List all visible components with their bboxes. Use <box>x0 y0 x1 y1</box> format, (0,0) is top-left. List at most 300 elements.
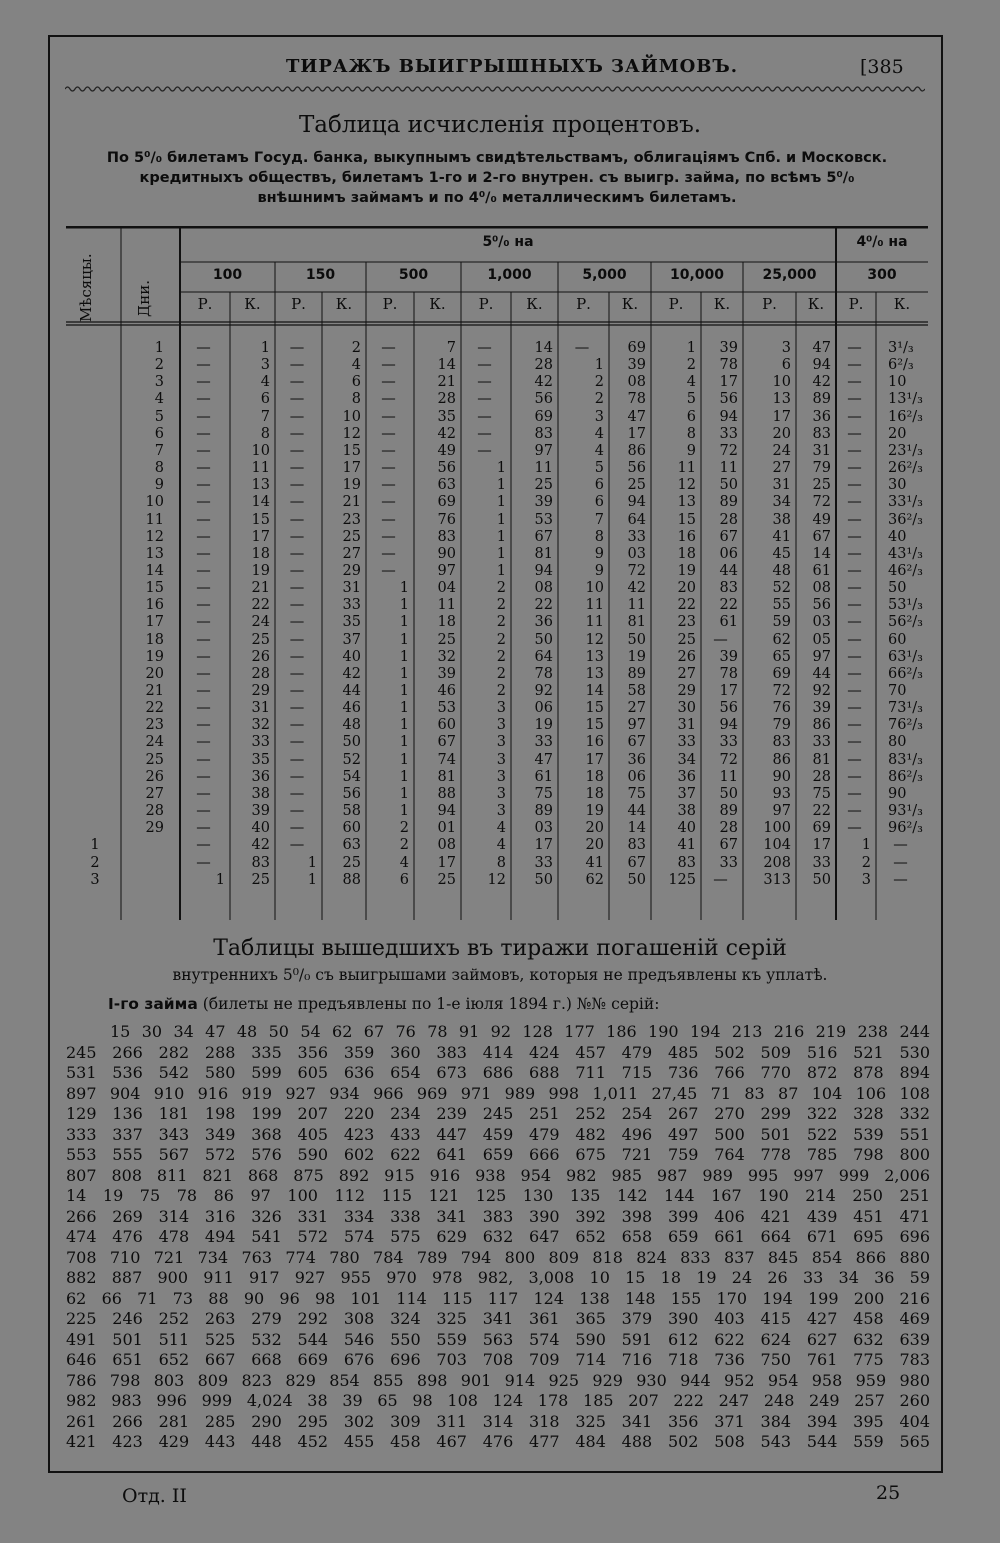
rubles-cell: 8 <box>496 855 506 871</box>
rubles-cell: 1 <box>399 803 409 819</box>
kopecks-cell: 10 <box>251 443 270 459</box>
rubles-cell: — <box>381 426 396 442</box>
kopecks-cell: 8 <box>260 426 270 442</box>
day-cell: 19 <box>145 649 164 665</box>
rubles-cell: — <box>196 803 211 819</box>
kopecks-cell: 06 <box>719 546 738 562</box>
kopecks-cell: 01 <box>437 820 456 836</box>
kopecks-cell: 40 <box>251 820 270 836</box>
rubles-cell: 27 <box>677 666 696 682</box>
kopecks-cell: 6²/₃ <box>888 357 914 373</box>
rubles-cell: 3 <box>496 769 506 785</box>
running-head <box>0 54 1000 84</box>
kopecks-cell: 75 <box>812 786 831 802</box>
rubles-cell: — <box>196 512 211 528</box>
rubles-cell: — <box>847 666 862 682</box>
kopecks-cell: 22 <box>251 597 270 613</box>
rubles-cell: — <box>847 580 862 596</box>
kopecks-cell: 12 <box>342 426 361 442</box>
kopecks-cell: 36 <box>534 614 553 630</box>
kopecks-cell: 26²/₃ <box>888 460 923 476</box>
rubles-cell: 15 <box>585 717 604 733</box>
kopecks-cell: 22 <box>812 803 831 819</box>
rubles-cell: 45 <box>772 546 791 562</box>
rubles-cell: 10 <box>585 580 604 596</box>
loan-name: I-го займа <box>108 995 198 1013</box>
rubles-cell: 3 <box>594 409 604 425</box>
rubles-cell: — <box>196 717 211 733</box>
kopecks-cell: 30 <box>888 477 907 493</box>
rubles-cell: — <box>196 409 211 425</box>
day-cell: 18 <box>145 632 164 648</box>
rubles-cell: 59 <box>772 614 791 630</box>
rubles-cell: 1 <box>496 529 506 545</box>
kopecks-cell: 64 <box>627 512 646 528</box>
kopecks-cell: 94 <box>812 357 831 373</box>
kopecks-cell: 60 <box>342 820 361 836</box>
kopecks-cell: 08 <box>534 580 553 596</box>
rubles-cell: 19 <box>585 803 604 819</box>
rubles-cell: — <box>196 632 211 648</box>
rubles-cell: 83 <box>677 855 696 871</box>
rubles-cell: — <box>196 837 211 853</box>
kopecks-cell: 81 <box>534 546 553 562</box>
kopecks-cell: 75 <box>534 786 553 802</box>
subtitle <box>66 148 928 208</box>
kopecks-cell: 50 <box>534 872 553 888</box>
kopecks-cell: 32 <box>251 717 270 733</box>
interest-table <box>66 226 928 920</box>
kopecks-cell: 19 <box>627 649 646 665</box>
header-amount-1000: 1,000 <box>487 267 532 283</box>
kopecks-cell: 29 <box>342 563 361 579</box>
rubles-cell: 90 <box>772 769 791 785</box>
day-cell: 1 <box>154 340 164 356</box>
section2-title: Таблицы вышедшихъ въ тиражи погашеній серій <box>213 936 787 961</box>
kopecks-cell: 73¹/₃ <box>888 700 923 716</box>
kopecks-cell: 8 <box>351 391 361 407</box>
header-rubles: Р. <box>478 295 494 313</box>
rubles-cell: — <box>847 563 862 579</box>
kopecks-cell: 63¹/₃ <box>888 649 923 665</box>
rubles-cell: — <box>381 460 396 476</box>
kopecks-cell: 21 <box>437 374 456 390</box>
kopecks-cell: 23 <box>342 512 361 528</box>
series-line: 333 337 343 349 368 405 423 433 447 459 479 482 496 497 500 501 522 539 551 <box>66 1124 930 1144</box>
rubles-cell: 93 <box>772 786 791 802</box>
kopecks-cell: 42 <box>437 426 456 442</box>
kopecks-cell: 50 <box>627 632 646 648</box>
rubles-cell: 79 <box>772 717 791 733</box>
kopecks-cell: 56 <box>437 460 456 476</box>
kopecks-cell: 29 <box>251 683 270 699</box>
kopecks-cell: 90 <box>888 786 907 802</box>
footer-signature: 25 <box>876 1482 901 1504</box>
kopecks-cell: 63 <box>342 837 361 853</box>
rubles-cell: 1 <box>399 700 409 716</box>
kopecks-cell: 61 <box>534 769 553 785</box>
rubles-cell: 12 <box>585 632 604 648</box>
kopecks-cell: 25 <box>251 872 270 888</box>
kopecks-cell: 56 <box>342 786 361 802</box>
series-line: 553 555 567 572 576 590 602 622 641 659 666 675 721 759 764 778 785 798 800 <box>66 1145 930 1164</box>
day-cell: 26 <box>145 769 164 785</box>
kopecks-cell: 89 <box>534 803 553 819</box>
kopecks-cell: 3¹/₃ <box>888 340 914 356</box>
header-amount-300: 300 <box>867 267 897 283</box>
kopecks-cell: 36 <box>627 752 646 768</box>
rubles-cell: — <box>477 374 492 390</box>
rubles-cell: 2 <box>686 357 696 373</box>
kopecks-cell: 81 <box>812 752 831 768</box>
kopecks-cell: 96²/₃ <box>888 820 923 836</box>
kopecks-cell: 33 <box>534 855 553 871</box>
page-number: [385 <box>860 56 904 78</box>
rubles-cell: — <box>477 443 492 459</box>
kopecks-cell: 35 <box>251 752 270 768</box>
header-kopecks: К. <box>335 295 353 313</box>
rubles-cell: — <box>847 426 862 442</box>
rubles-cell: — <box>289 374 305 390</box>
rubles-cell: 11 <box>585 614 604 630</box>
rubles-cell: 22 <box>677 597 696 613</box>
rubles-cell: — <box>196 666 211 682</box>
kopecks-cell: 83 <box>534 426 553 442</box>
kopecks-cell: 67 <box>719 529 738 545</box>
kopecks-cell: 11 <box>251 460 270 476</box>
rubles-cell: 3 <box>861 872 871 888</box>
rubles-cell: — <box>381 512 396 528</box>
rubles-cell: — <box>381 477 396 493</box>
kopecks-cell: 61 <box>719 614 738 630</box>
series-line: 897 904 910 916 919 927 934 966 969 971 989 998 1,011 27,45 71 83 87 104 106 108 <box>66 1083 930 1103</box>
kopecks-cell: 08 <box>627 374 646 390</box>
series-line: 708 710 721 734 763 774 780 784 789 794 800 809 818 824 833 837 845 854 866 880 <box>66 1247 930 1267</box>
kopecks-cell: — <box>713 632 728 648</box>
rubles-cell: 1 <box>399 683 409 699</box>
kopecks-cell: 31 <box>812 443 831 459</box>
rubles-cell: 14 <box>585 683 604 699</box>
kopecks-cell: 40 <box>888 529 907 545</box>
kopecks-cell: 97 <box>437 563 456 579</box>
kopecks-cell: 35 <box>342 614 361 630</box>
kopecks-cell: — <box>713 872 728 888</box>
rubles-cell: 26 <box>677 649 696 665</box>
rubles-cell: — <box>196 546 211 562</box>
kopecks-cell: 60 <box>437 717 456 733</box>
header-days: Дни. <box>135 280 153 317</box>
rubles-cell: — <box>847 546 862 562</box>
kopecks-cell: 36 <box>812 409 831 425</box>
kopecks-cell: 36 <box>251 769 270 785</box>
kopecks-cell: 23¹/₃ <box>888 443 923 459</box>
rubles-cell: 25 <box>677 632 696 648</box>
series-line: 14 19 75 78 86 97 100 112 115 121 125 130 135 142 144 167 190 214 250 251 <box>66 1186 930 1205</box>
kopecks-cell: 17 <box>812 837 831 853</box>
rubles-cell: — <box>381 409 396 425</box>
kopecks-cell: 64 <box>534 649 553 665</box>
rubles-cell: 12 <box>677 477 696 493</box>
rubles-cell: 2 <box>399 820 409 836</box>
rubles-cell: 24 <box>772 443 791 459</box>
kopecks-cell: 33 <box>534 734 553 750</box>
kopecks-cell: 94 <box>437 803 456 819</box>
rubles-cell: — <box>381 529 396 545</box>
rubles-cell: 9 <box>594 563 604 579</box>
footer-department: Отд. II <box>122 1485 187 1507</box>
rubles-cell: 3 <box>496 717 506 733</box>
rubles-cell: 97 <box>772 803 791 819</box>
month-cell: 3 <box>90 872 100 888</box>
kopecks-cell: 78 <box>719 666 738 682</box>
kopecks-cell: 31 <box>251 700 270 716</box>
rubles-cell: — <box>196 769 211 785</box>
rubles-cell: 38 <box>677 803 696 819</box>
rubles-cell: — <box>196 340 211 356</box>
rubles-cell: — <box>381 563 396 579</box>
kopecks-cell: 43¹/₃ <box>888 546 923 562</box>
rubles-cell: — <box>289 494 305 510</box>
kopecks-cell: 31 <box>342 580 361 596</box>
kopecks-cell: 89 <box>627 666 646 682</box>
rubles-cell: — <box>289 666 305 682</box>
kopecks-cell: 25 <box>342 855 361 871</box>
kopecks-cell: 24 <box>251 614 270 630</box>
rubles-cell: — <box>381 546 396 562</box>
rubles-cell: — <box>196 494 211 510</box>
rubles-cell: 83 <box>772 734 791 750</box>
rubles-cell: 52 <box>772 580 791 596</box>
rubles-cell: 3 <box>496 752 506 768</box>
kopecks-cell: 78 <box>534 666 553 682</box>
kopecks-cell: 72 <box>812 494 831 510</box>
kopecks-cell: 18 <box>437 614 456 630</box>
header-months: Мѣсяцы. <box>77 253 95 322</box>
rubles-cell: 3 <box>781 340 791 356</box>
rubles-cell: — <box>847 820 862 836</box>
kopecks-cell: 03 <box>534 820 553 836</box>
header-amount-5000: 5,000 <box>582 267 627 283</box>
rubles-cell: 2 <box>399 837 409 853</box>
series-line: 646 651 652 667 668 669 676 696 703 708 709 714 716 718 736 750 761 775 783 <box>66 1350 930 1369</box>
kopecks-cell: 67 <box>719 837 738 853</box>
kopecks-cell: 74 <box>437 752 456 768</box>
rubles-cell: — <box>381 443 396 459</box>
kopecks-cell: 33 <box>812 734 831 750</box>
rubles-cell: — <box>289 580 305 596</box>
day-cell: 8 <box>154 460 164 476</box>
rubles-cell: — <box>847 597 862 613</box>
kopecks-cell: 18 <box>251 546 270 562</box>
rubles-cell: 2 <box>594 391 604 407</box>
kopecks-cell: 94 <box>627 494 646 510</box>
kopecks-cell: 1 <box>260 340 270 356</box>
kopecks-cell: 25 <box>534 477 553 493</box>
kopecks-cell: 88 <box>342 872 361 888</box>
rubles-cell: 10 <box>772 374 791 390</box>
kopecks-cell: 56 <box>719 391 738 407</box>
kopecks-cell: 33¹/₃ <box>888 494 923 510</box>
kopecks-cell: 79 <box>812 460 831 476</box>
kopecks-cell: 80 <box>888 734 907 750</box>
rubles-cell: 1 <box>399 769 409 785</box>
rubles-cell: 1 <box>215 872 225 888</box>
rubles-cell: 1 <box>496 477 506 493</box>
rubles-cell: 62 <box>772 632 791 648</box>
rubles-cell: 4 <box>496 837 506 853</box>
rubles-cell: 55 <box>772 597 791 613</box>
kopecks-cell: 19 <box>251 563 270 579</box>
series-line: 62 66 71 73 88 90 96 98 101 114 115 117 124 138 148 155 170 194 199 200 216 <box>66 1288 930 1308</box>
kopecks-cell: 42 <box>342 666 361 682</box>
kopecks-cell: 11 <box>719 769 738 785</box>
rubles-cell: 62 <box>585 872 604 888</box>
header-rubles: Р. <box>848 295 864 313</box>
rubles-cell: — <box>289 597 305 613</box>
rubles-cell: — <box>289 443 305 459</box>
kopecks-cell: 06 <box>534 700 553 716</box>
rubles-cell: — <box>574 340 590 356</box>
kopecks-cell: 11 <box>627 597 646 613</box>
rubles-cell: 1 <box>399 580 409 596</box>
series-line: 474 476 478 494 541 572 574 575 629 632 647 652 658 659 661 664 671 695 696 <box>66 1227 930 1246</box>
kopecks-cell: 42 <box>251 837 270 853</box>
kopecks-cell: 83 <box>719 580 738 596</box>
rubles-cell: 76 <box>772 700 791 716</box>
rubles-cell: — <box>289 529 305 545</box>
kopecks-cell: 7 <box>446 340 456 356</box>
kopecks-cell: 42 <box>627 580 646 596</box>
kopecks-cell: 03 <box>627 546 646 562</box>
rubles-cell: — <box>196 477 211 493</box>
kopecks-cell: 50 <box>342 734 361 750</box>
kopecks-cell: 67 <box>812 529 831 545</box>
kopecks-cell: 53¹/₃ <box>888 597 923 613</box>
kopecks-cell: 25 <box>437 872 456 888</box>
rubles-cell: — <box>289 683 305 699</box>
kopecks-cell: 88 <box>437 786 456 802</box>
header-rubles: Р. <box>576 295 591 313</box>
kopecks-cell: 72 <box>627 563 646 579</box>
kopecks-cell: 25 <box>627 477 646 493</box>
rubles-cell: — <box>196 614 211 630</box>
kopecks-cell: 28 <box>437 391 456 407</box>
rubles-cell: 19 <box>677 563 696 579</box>
rubles-cell: — <box>847 460 862 476</box>
rubles-cell: 86 <box>772 752 791 768</box>
kopecks-cell: 21 <box>251 580 270 596</box>
rubles-cell: 18 <box>585 786 604 802</box>
rubles-cell: 2 <box>594 374 604 390</box>
kopecks-cell: — <box>893 837 908 853</box>
kopecks-cell: 83 <box>437 529 456 545</box>
rubles-cell: 36 <box>677 769 696 785</box>
rubles-cell: — <box>196 820 211 836</box>
kopecks-cell: 37 <box>342 632 361 648</box>
kopecks-cell: 93¹/₃ <box>888 803 923 819</box>
kopecks-cell: 6 <box>260 391 270 407</box>
kopecks-cell: 25 <box>812 477 831 493</box>
kopecks-cell: 20 <box>888 426 907 442</box>
header-amount-25000: 25,000 <box>762 267 817 283</box>
kopecks-cell: 27 <box>627 700 646 716</box>
header-group-5-percent: 5⁰/₀ на <box>482 234 534 250</box>
kopecks-cell: 48 <box>342 717 361 733</box>
kopecks-cell: 50 <box>719 477 738 493</box>
rubles-cell: 29 <box>677 683 696 699</box>
rubles-cell: 2 <box>496 580 506 596</box>
header-rubles: Р. <box>668 295 684 313</box>
kopecks-cell: 4 <box>260 374 270 390</box>
kopecks-cell: 13¹/₃ <box>888 391 923 407</box>
day-cell: 28 <box>145 803 164 819</box>
rubles-cell: — <box>289 409 305 425</box>
day-cell: 12 <box>145 529 164 545</box>
series-line: 261 266 281 285 290 295 302 309 311 314 318 325 341 356 371 384 394 395 404 <box>66 1411 930 1431</box>
header-kopecks: К. <box>429 295 446 313</box>
kopecks-cell: 56 <box>812 597 831 613</box>
series-line: 15 30 34 47 48 50 54 62 67 76 78 91 92 128 177 186 190 194 213 216 219 238 244 <box>110 1022 930 1041</box>
rubles-cell: 1 <box>594 357 604 373</box>
kopecks-cell: 3 <box>260 357 270 373</box>
kopecks-cell: — <box>893 872 908 888</box>
rubles-cell: 11 <box>677 460 696 476</box>
kopecks-cell: 35 <box>437 409 456 425</box>
rubles-cell: 4 <box>496 820 506 836</box>
rubles-cell: — <box>847 752 862 768</box>
rubles-cell: — <box>381 391 396 407</box>
kopecks-cell: 53 <box>534 512 553 528</box>
rubles-cell: — <box>196 786 211 802</box>
rubles-cell: — <box>196 443 211 459</box>
header-kopecks: К. <box>244 295 261 313</box>
rubles-cell: 2 <box>496 683 506 699</box>
rubles-cell: 13 <box>677 494 696 510</box>
rubles-cell: 3 <box>496 786 506 802</box>
header-kopecks: К. <box>713 295 731 313</box>
rubles-cell: — <box>477 340 492 356</box>
header-group-4-percent: 4⁰/₀ на <box>856 234 908 250</box>
kopecks-cell: 25 <box>437 632 456 648</box>
series-line: 491 501 511 525 532 544 546 550 559 563 574 590 591 612 622 624 627 632 639 <box>66 1329 930 1349</box>
header-amount-10000: 10,000 <box>669 267 725 283</box>
rubles-cell: — <box>196 374 211 390</box>
kopecks-cell: 14 <box>251 494 270 510</box>
kopecks-cell: 17 <box>342 460 361 476</box>
kopecks-cell: 72 <box>719 443 738 459</box>
kopecks-cell: 39 <box>437 666 456 682</box>
kopecks-cell: 97 <box>627 717 646 733</box>
rubles-cell: — <box>847 614 862 630</box>
rubles-cell: — <box>847 374 862 390</box>
rubles-cell: 2 <box>496 649 506 665</box>
rubles-cell: — <box>847 340 862 356</box>
kopecks-cell: 78 <box>627 391 646 407</box>
rubles-cell: — <box>847 477 862 493</box>
rubles-cell: 125 <box>668 872 696 888</box>
rubles-cell: 6 <box>686 409 696 425</box>
kopecks-cell: 03 <box>812 614 831 630</box>
kopecks-cell: 89 <box>719 494 738 510</box>
kopecks-cell: 50 <box>627 872 646 888</box>
rubles-cell: 13 <box>585 666 604 682</box>
rubles-cell: 6 <box>594 494 604 510</box>
rubles-cell: 1 <box>496 460 506 476</box>
rubles-cell: — <box>289 357 305 373</box>
kopecks-cell: — <box>893 855 908 871</box>
kopecks-cell: 83 <box>627 837 646 853</box>
header-kopecks: К. <box>807 295 825 313</box>
